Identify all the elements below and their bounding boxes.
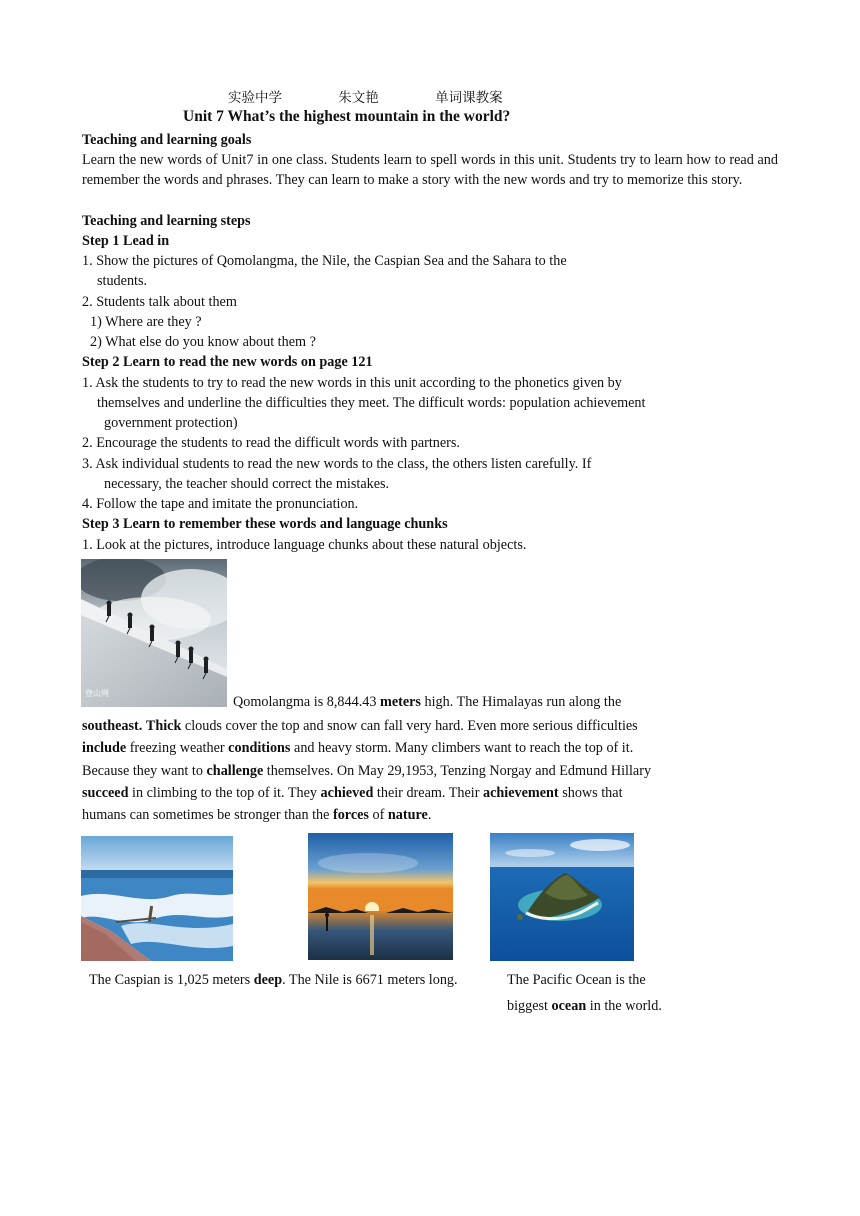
key-word: meters: [380, 694, 421, 710]
step2-line: 3. Ask individual students to read the new words to the class, the others listen carefully. If: [82, 456, 592, 472]
key-word: achieved: [320, 785, 374, 801]
text-run: .: [427, 807, 432, 823]
qomolangma-line-4: [82, 761, 651, 781]
key-word: challenge: [206, 763, 264, 779]
step1-line: 2. Students talk about them: [82, 294, 237, 310]
step1-line: 1. Show the pictures of Qomolangma, the Nile, the Caspian Sea and the Sahara to the: [82, 253, 567, 269]
island-photo: [490, 833, 634, 961]
qomolangma-line-3: [82, 738, 633, 758]
text-run: themselves. On May 29,1953, Tenzing Norgay and Edmund Hillary: [263, 763, 652, 779]
pacific-caption-line-1: The Pacific Ocean is the: [507, 972, 646, 988]
key-word: southeast.: [82, 718, 143, 734]
step2-line: government protection): [104, 415, 238, 431]
document-header: [228, 86, 503, 106]
text-run: shows that: [558, 785, 623, 801]
step2-line: 4. Follow the tape and imitate the pronunciation.: [82, 496, 359, 512]
text-run: Because they want to: [82, 763, 207, 779]
goals-heading: Teaching and learning goals: [82, 132, 252, 148]
text-run: The Caspian is 1,025 meters: [89, 972, 254, 988]
goals-text: Learn the new words of Unit7 in one class. Students learn to spell words in this unit. Students try to learn how to read and remember the words and phrases. They can learn to make a story with the new words and try to memorize this story.: [82, 152, 778, 188]
key-word: Thick: [145, 718, 182, 734]
text-run: clouds cover the top and snow can fall very hard. Even more serious difficulties: [181, 718, 638, 734]
text-run: humans can sometimes be stronger than the: [82, 807, 333, 823]
qomolangma-line-6: [82, 805, 431, 825]
step1-line: 2) What else do you know about them ?: [90, 334, 316, 350]
text-run: freezing weather: [126, 740, 229, 756]
text-run: in climbing to the top of it. They: [128, 785, 321, 801]
beach-photo: [81, 836, 233, 961]
step2-line: necessary, the teacher should correct the mistakes.: [104, 476, 390, 492]
qomolangma-line-5: [82, 783, 623, 803]
text-run: of: [368, 807, 388, 823]
text-run: high. The Himalayas run along the: [420, 694, 622, 710]
steps-heading: Teaching and learning steps: [82, 213, 251, 229]
photo-watermark: 登山网: [85, 689, 109, 698]
key-word: conditions: [228, 740, 291, 756]
step2-line: themselves and underline the difficulties they meet. The difficult words: population achievement: [97, 395, 646, 411]
step2-line: 2. Encourage the students to read the difficult words with partners.: [82, 435, 460, 451]
school-name: 实验中学: [228, 90, 282, 106]
qomolangma-line-2: [82, 716, 638, 736]
text-run: biggest: [507, 998, 552, 1014]
key-word: nature: [387, 807, 428, 823]
text-run: . The Nile is 6671 meters long.: [282, 972, 458, 988]
qomolangma-line-1: [233, 692, 621, 712]
text-run: in the world.: [586, 998, 662, 1014]
document-type: 单词课教案: [435, 90, 503, 106]
climbers-photo: [81, 559, 227, 707]
step3-intro: 1. Look at the pictures, introduce language chunks about these natural objects.: [82, 537, 527, 553]
text-run: and heavy storm. Many climbers want to reach the top of it.: [290, 740, 634, 756]
key-word: deep: [253, 972, 283, 988]
step3-heading: Step 3 Learn to remember these words and language chunks: [82, 516, 448, 532]
key-word: include: [82, 740, 127, 756]
teacher-name: 朱文艳: [338, 90, 379, 106]
key-word: achievement: [483, 785, 559, 801]
step1-line: students.: [97, 273, 148, 289]
pacific-caption-line-2: [507, 996, 662, 1016]
key-word: ocean: [551, 998, 587, 1014]
key-word: forces: [332, 807, 369, 823]
step1-line: 1) Where are they ?: [90, 314, 202, 330]
caspian-nile-caption: [89, 970, 458, 990]
text-run: Qomolangma is 8,844.43: [233, 694, 380, 710]
sunset-photo: [308, 833, 453, 960]
step1-heading: Step 1 Lead in: [82, 233, 170, 249]
key-word: succeed: [82, 785, 129, 801]
step2-heading: Step 2 Learn to read the new words on page 121: [82, 354, 373, 370]
page-title: Unit 7 What’s the highest mountain in the world?: [183, 108, 511, 125]
step2-line: 1. Ask the students to try to read the new words in this unit according to the phonetics given by: [82, 375, 622, 391]
text-run: their dream. Their: [373, 785, 484, 801]
